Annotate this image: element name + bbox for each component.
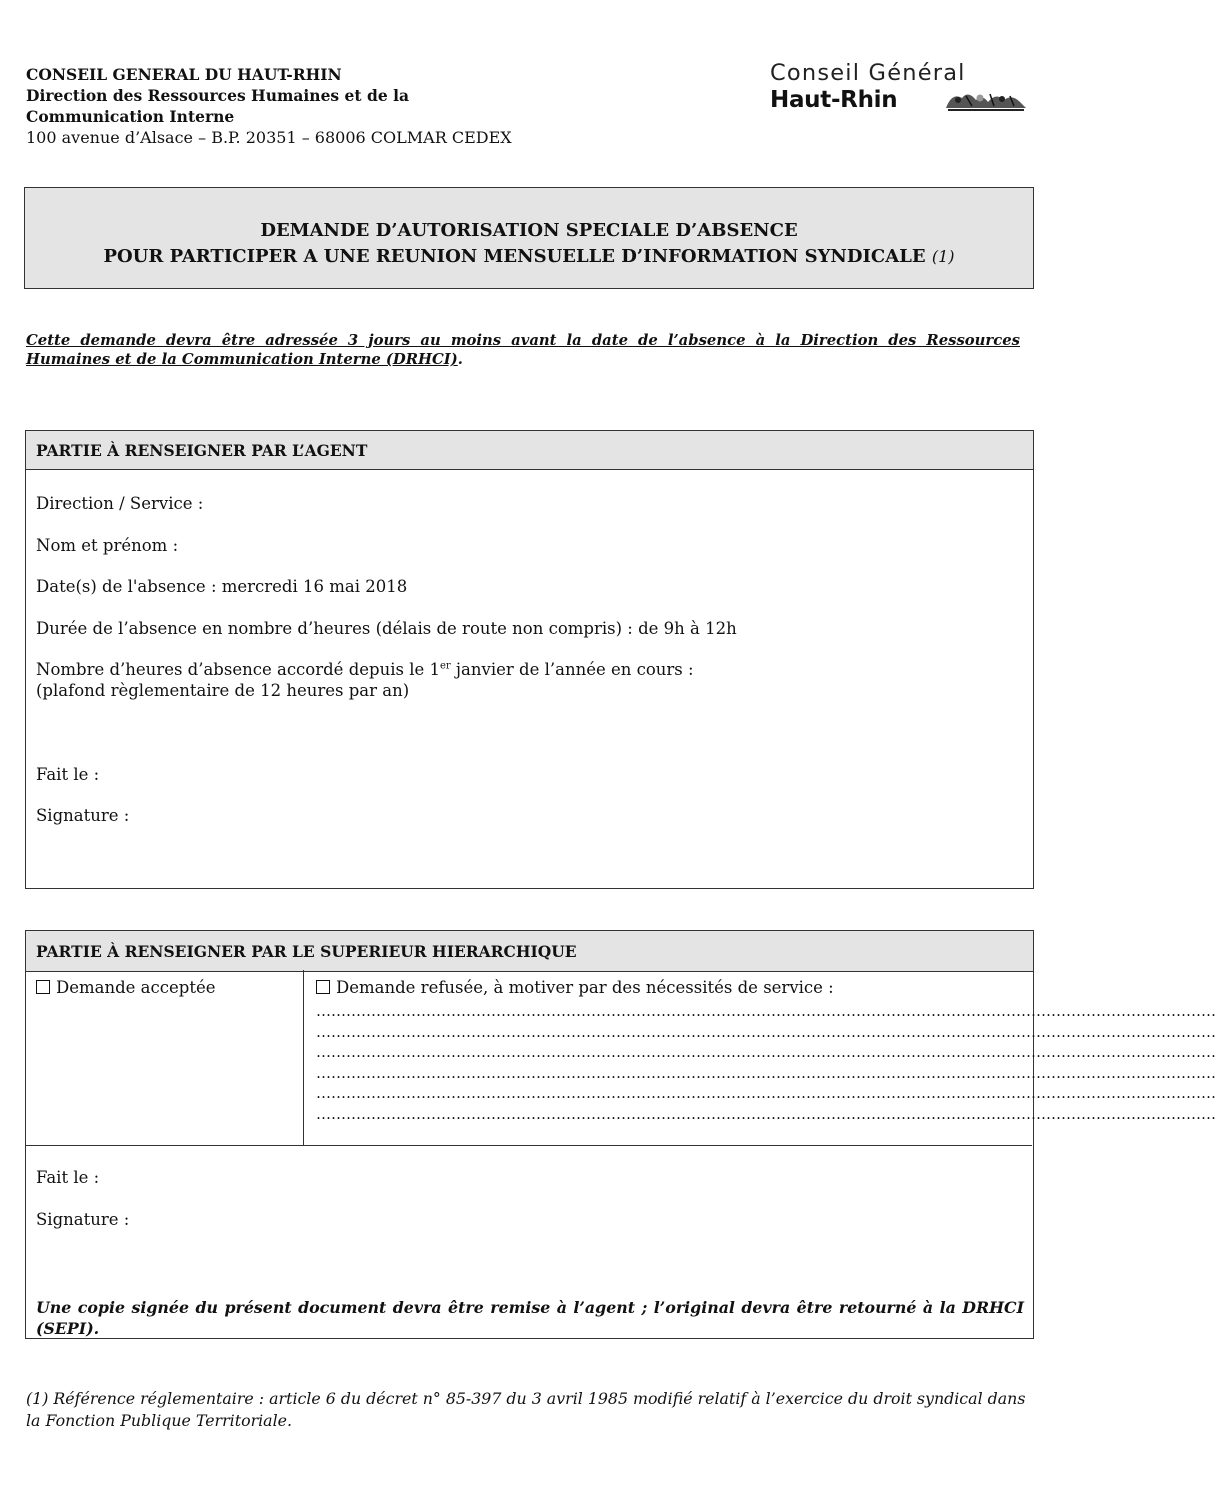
decision-divider bbox=[303, 970, 304, 1145]
footnote: (1) Référence réglementaire : article 6 du décret n° 85-397 du 3 avril 1985 modifié relatif à l’exercice du droit syndical dans la Fonction Publique Territoriale. bbox=[26, 1389, 1026, 1430]
heures-accordees-pre: Nombre d’heures d’absence accordé depuis le 1 bbox=[36, 660, 440, 679]
accepted-label: Demande acceptée bbox=[56, 978, 216, 997]
agent-signature-field[interactable]: Signature : bbox=[36, 806, 130, 825]
instruction-body: Cette demande devra être adressée 3 jours au moins avant la date de l’absence à la Direction des Ressources Humaines et de la Communication Interne (DRHCI) bbox=[26, 332, 1020, 368]
refusal-reason-lines[interactable] bbox=[316, 1001, 1216, 1124]
logo-emblem-icon bbox=[944, 88, 1028, 114]
heures-accordees-field[interactable] bbox=[36, 659, 694, 680]
superior-fait-le-field[interactable]: Fait le : bbox=[36, 1168, 100, 1187]
accepted-option[interactable] bbox=[36, 977, 215, 998]
agent-fait-le-field[interactable]: Fait le : bbox=[36, 765, 100, 784]
reason-line[interactable]: ……………………………………………………………………………………………………………………………………………………………… bbox=[316, 1104, 1216, 1123]
superior-signature-field[interactable]: Signature : bbox=[36, 1210, 130, 1229]
address: 100 avenue d’Alsace – B.P. 20351 – 68006 COLMAR CEDEX bbox=[26, 128, 512, 147]
title-box bbox=[24, 187, 1034, 289]
refused-option[interactable] bbox=[316, 977, 834, 998]
agent-section-heading: PARTIE À RENSEIGNER PAR L’AGENT bbox=[26, 431, 1033, 470]
refused-label: Demande refusée, à motiver par des nécessités de service : bbox=[336, 978, 834, 997]
dept-line-2: Communication Interne bbox=[26, 107, 235, 126]
agent-section bbox=[25, 430, 1034, 889]
refused-checkbox[interactable] bbox=[316, 980, 330, 994]
title-note-ref: (1) bbox=[931, 247, 955, 266]
superior-section-heading: PARTIE À RENSEIGNER PAR LE SUPERIEUR HIERARCHIQUE bbox=[26, 931, 1033, 972]
duree-field[interactable]: Durée de l’absence en nombre d’heures (délais de route non compris) : de 9h à 12h bbox=[36, 619, 737, 638]
dept-line-1: Direction des Ressources Humaines et de la bbox=[26, 86, 410, 105]
heures-accordees-sup: er bbox=[439, 660, 451, 672]
reason-line[interactable]: ……………………………………………………………………………………………………………………………………………………………… bbox=[316, 1063, 1216, 1082]
logo bbox=[770, 60, 1028, 118]
decision-row bbox=[26, 970, 1216, 1146]
reason-line[interactable]: ……………………………………………………………………………………………………………………………………………………………… bbox=[316, 1002, 1216, 1020]
copy-note: Une copie signée du présent document devra être remise à l’agent ; l’original devra être retourné à la DRHCI (SEPI). bbox=[36, 1298, 1024, 1338]
instruction-end: . bbox=[457, 351, 463, 368]
nom-prenom-field[interactable]: Nom et prénom : bbox=[36, 536, 179, 555]
title-line-2 bbox=[25, 244, 1033, 270]
dates-absence-field[interactable]: Date(s) de l'absence : mercredi 16 mai 2018 bbox=[36, 577, 408, 596]
title-line-2-text: POUR PARTICIPER A UNE REUNION MENSUELLE D’INFORMATION SYNDICALE bbox=[103, 246, 926, 267]
org-name: CONSEIL GENERAL DU HAUT-RHIN bbox=[26, 65, 342, 84]
instruction-text bbox=[26, 331, 1020, 369]
reason-line[interactable]: ……………………………………………………………………………………………………………………………………………………………… bbox=[316, 1084, 1216, 1102]
title-line-1: DEMANDE D’AUTORISATION SPECIALE D’ABSENCE bbox=[260, 220, 798, 241]
plafond-note: (plafond règlementaire de 12 heures par an) bbox=[36, 681, 410, 700]
direction-service-field[interactable]: Direction / Service : bbox=[36, 494, 204, 513]
superior-section bbox=[25, 930, 1216, 1339]
reason-line[interactable]: ……………………………………………………………………………………………………………………………………………………………… bbox=[316, 1022, 1216, 1041]
accepted-checkbox[interactable] bbox=[36, 980, 50, 994]
heures-accordees-post: janvier de l’année en cours : bbox=[450, 660, 694, 679]
logo-line-2: Haut-Rhin bbox=[770, 87, 898, 113]
reason-line[interactable]: ……………………………………………………………………………………………………………………………………………………………… bbox=[316, 1043, 1216, 1061]
logo-line-1: Conseil Général bbox=[770, 60, 966, 86]
